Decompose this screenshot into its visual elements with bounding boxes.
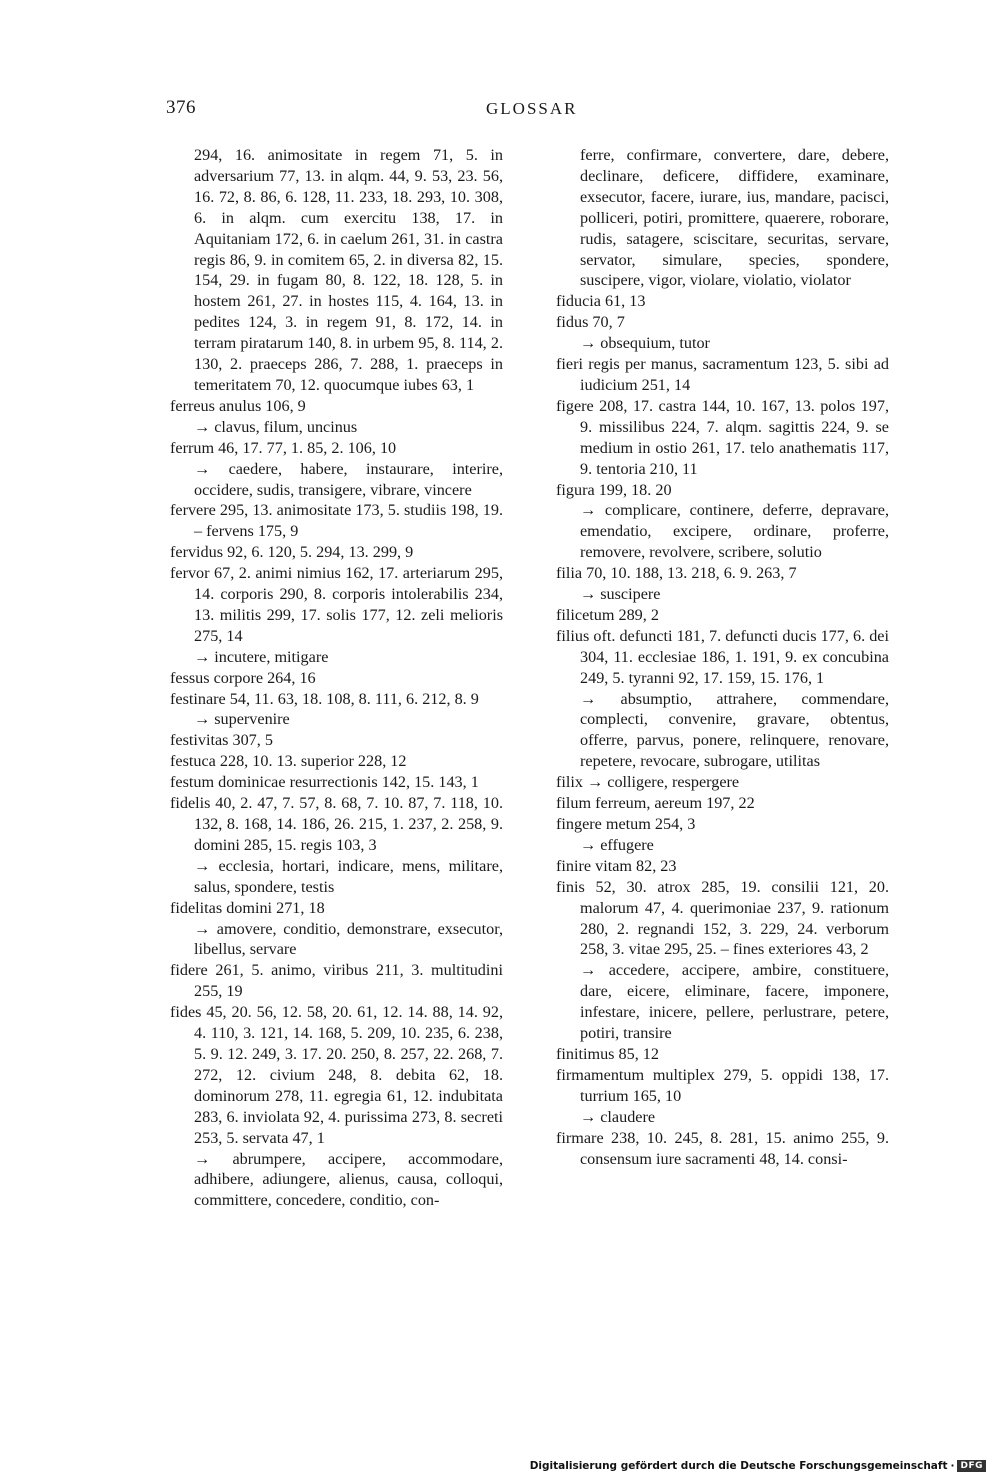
glossary-entry: filicetum 289, 2 [556,605,659,624]
glossary-entry: finis 52, 30. atrox 285, 19. consilii 121, 20. malorum 47, 4. querimoniae 237, 9. rationum 280, 2. regnandi 152, 3. 229, 24. verborum 258, 3. vitae 295, 25. – fines exteriores 43, 2 [556,877,889,959]
glossary-entry: finitimus 85, 12 [556,1044,659,1063]
footer-text: Digitalisierung gefördert durch die Deutsche Forschungsgemeinschaft [529,1460,948,1472]
footer [530,1460,986,1472]
dfg-logo-icon: DFG [957,1460,986,1472]
right-column [556,145,889,1169]
glossary-entry: ferreus anulus 106, 9 [170,396,306,415]
cross-reference: → caedere, habere, instaurare, interire, occidere, sudis, transigere, vibrare, vincere [194,459,503,499]
glossary-entry: festivitas 307, 5 [170,731,273,750]
cross-reference: → abrumpere, accipere, accommodare, adhibere, adiungere, alienus, causa, colloqui, committere, concedere, conditio, con- [194,1149,503,1210]
cross-reference: → complicare, continere, deferre, depravare, emendatio, excipere, ordinare, proferre, removere, revolvere, scribere, solutio [580,501,889,562]
glossary-entry: fervidus 92, 6. 120, 5. 294, 13. 299, 9 [170,543,414,562]
glossary-entry: figere 208, 17. castra 144, 10. 167, 13. polos 197, 9. missilibus 224, 7. alqm. sagittis 224, 9. se medium in ostio 261, 17. telo anathematis 117, 9. tentoria 210, 11 [556,396,889,478]
glossary-entry: fidelis 40, 2. 47, 7. 57, 8. 68, 7. 10. 87, 7. 118, 10. 132, 8. 168, 14. 186, 26. 215, 1. 237, 2. 258, 9. domini 285, 15. regis 103, 3 [170,794,503,854]
glossary-entry: filia 70, 10. 188, 13. 218, 6. 9. 263, 7 [556,564,797,583]
glossary-entry: filix → colligere, respergere [556,773,740,792]
glossary-entry: figura 199, 18. 20 [556,480,672,499]
glossary-entry: fides 45, 20. 56, 12. 58, 20. 61, 12. 14. 88, 14. 92, 4. 110, 3. 121, 14. 168, 5. 209, 10. 235, 6. 238, 5. 9. 12. 249, 3. 17. 20. 250, 8. 257, 22. 268, 7. 272, 12. civium 248, 8. debita 62, 18. dominorum 278, 11. egregia 61, 12. indubitata 283, 6. inviolata 92, 4. purissima 273, 8. secreti 253, 5. servata 47, 1 [170,1003,503,1147]
glossary-entry: finire vitam 82, 23 [556,856,677,875]
cross-reference: → obsequium, tutor [580,334,710,353]
glossary-entry: festinare 54, 11. 63, 18. 108, 8. 111, 6. 212, 8. 9 [170,689,479,708]
left-column [170,145,503,1211]
glossary-entry: filum ferreum, aereum 197, 22 [556,794,755,813]
cross-reference: → accedere, accipere, ambire, constituere, dare, eicere, eliminare, facere, imponere, infestare, inicere, pellere, perlustrare, petere, potiri, transire [580,961,889,1043]
glossary-entry: firmare 238, 10. 245, 8. 281, 15. animo 255, 9. consensum iure sacramenti 48, 14. consi- [556,1128,889,1168]
cross-reference: → clavus, filum, uncinus [194,417,358,436]
cross-reference: → supervenire [194,710,290,729]
cross-reference: → suscipere [580,585,661,604]
glossary-entry: festum dominicae resurrectionis 142, 15. 143, 1 [170,773,479,792]
glossary-entry: fiducia 61, 13 [556,292,646,311]
glossary-entry: filius oft. defuncti 181, 7. defuncti ducis 177, 6. dei 304, 11. ecclesiae 186, 1. 191, 9. ex concubina 249, 5. tyranni 92, 17. 159, 15. 176, 1 [556,626,889,687]
glossary-entry: firmamentum multiplex 279, 5. oppidi 138, 17. turrium 165, 10 [556,1065,889,1105]
glossary-entry: fervor 67, 2. animi nimius 162, 17. arteriarum 295, 14. corporis 290, 8. corporis intolerabilis 234, 13. militis 299, 17. solis 177, 12. zeli melioris 275, 14 [170,564,503,645]
footer-separator: · [950,1460,955,1472]
glossary-entry: fessus corpore 264, 16 [170,668,316,687]
glossary-entry: fingere metum 254, 3 [556,815,696,833]
cross-reference: → incutere, mitigare [194,647,329,666]
cross-reference: ferre, confirmare, convertere, dare, debere, declinare, deficere, diffidere, examinare, exsecutor, facere, iurare, ius, mandare, pacisci, polliceri, potiri, promittere, quaerere, roborare, rudis, satagere, sciscitare, securitas, servare, servator, simulare, species, spondere, suscipere, vigor, violare, violatio, violator [580,146,889,290]
glossary-entry: festuca 228, 10. 13. superior 228, 12 [170,752,407,771]
cross-reference: → amovere, conditio, demonstrare, exsecutor, libellus, servare [194,919,503,959]
glossary-entry: 294, 16. animositate in regem 71, 5. in adversarium 77, 13. in alqm. 44, 9. 53, 23. 56, 16. 72, 8. 86, 6. 128, 11. 233, 18. 293, 10. 308, 6. in alqm. cum exercitu 138, 17. in Aquitaniam 172, 6. in caelum 261, 31. in castra regis 86, 9. in comitem 65, 2. in diversa 82, 15. 154, 29. in fugam 80, 8. 122, 18. 128, 5. in hostem 261, 27. in hostes 115, 4. 164, 13. in pedites 124, 3. in regem 91, 8. 172, 14. in terram piratarum 140, 8. in urbem 95, 8. 114, 2. 130, 2. praeceps 286, 7. 288, 1. praeceps in temeritatem 70, 12. quocumque iubes 63, 1 [194,146,503,394]
cross-reference: → ecclesia, hortari, indicare, mens, militare, salus, spondere, testis [194,856,503,896]
cross-reference: → absumptio, attrahere, commendare, complecti, convenire, gravare, obtentus, offerre, parvus, ponere, relinquere, renovare, repetere, revocare, subrogare, utilitas [580,689,889,771]
cross-reference: → effugere [580,835,654,854]
glossary-entry: ferrum 46, 17. 77, 1. 85, 2. 106, 10 [170,438,397,457]
running-head: GLOSSAR [486,99,578,118]
glossary-entry: fidelitas domini 271, 18 [170,898,325,917]
cross-reference: → claudere [580,1107,656,1126]
glossary-entry: fidus 70, 7 [556,313,625,332]
glossary-entry: fieri regis per manus, sacramentum 123, 5. sibi ad iudicium 251, 14 [556,355,889,394]
page-number: 376 [166,97,196,118]
glossary-entry: fidere 261, 5. animo, viribus 211, 3. multitudini 255, 19 [170,961,503,1001]
glossary-entry: fervere 295, 13. animositate 173, 5. studiis 198, 19. – fervens 175, 9 [170,501,503,541]
